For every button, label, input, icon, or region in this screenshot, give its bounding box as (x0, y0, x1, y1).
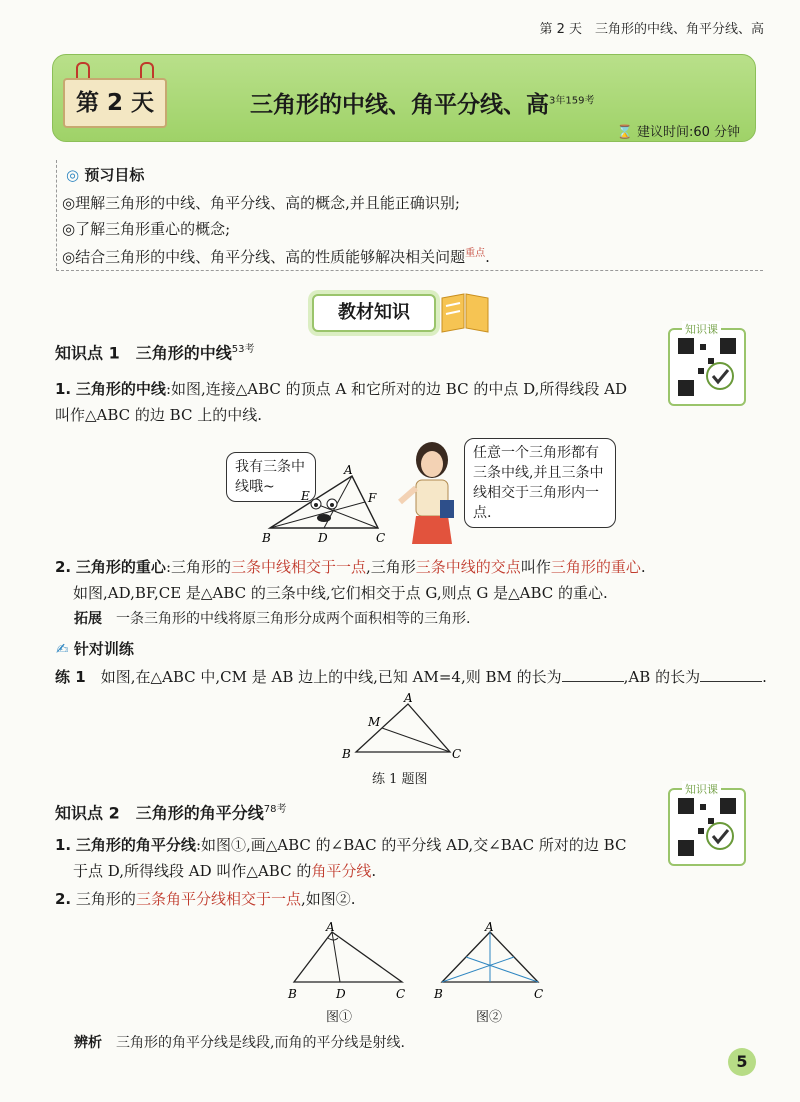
kp2-para-1: 1. 三角形的角平分线:如图①,画△ABC 的∠BAC 的平分线 AD,交∠BAC 所对的边 BC 于点 D,所得线段 AD 叫作△ABC 的角平分线. (55, 836, 627, 880)
figure-1-angle-bisector (284, 922, 414, 1000)
qr-code-kp1[interactable] (668, 328, 746, 406)
label-C: C (534, 987, 544, 1000)
binder-ring-icon (140, 62, 154, 78)
label-C: C (376, 531, 386, 545)
qr-icon (670, 790, 744, 864)
figure-1-caption: 图① (326, 1010, 353, 1025)
label-F: F (368, 491, 377, 505)
target-icon: ◎ (66, 166, 80, 184)
girl-illustration (396, 438, 466, 548)
speech-bubble-girl: 任意一个三角形都有三条中线,并且三条中线相交于三角形内一点. (464, 438, 616, 528)
qr-code-kp2[interactable] (668, 788, 746, 866)
kp1-para-2: 2. 三角形的重心:三角形的三条中线相交于一点,三角形三条中线的交点叫作三角形的重心. 如图,AD,BF,CE 是△ABC 的三条中线,它们相交于点 G,则点 G 是△ABC 的重心. (55, 558, 646, 602)
day-tag: 第 2 天 (63, 78, 167, 128)
suggested-time: ⌛ 建议时间:60 分钟 (616, 125, 740, 140)
label-C: C (452, 747, 462, 761)
extension-note: 拓展 一条三角形的中线将原三角形分成两个面积相等的三角形. (74, 611, 471, 627)
kp2-heading: 知识点 2 三角形的角平分线$^{78考}$ (55, 803, 287, 823)
page-number: 5 (728, 1048, 756, 1076)
goal-item: ◎了解三角形重心的概念; (62, 220, 231, 238)
qr-icon (670, 330, 744, 404)
goal-item: ◎结合三角形的中线、角平分线、高的性质能够解决相关问题$^{重点}$. (62, 248, 490, 266)
label-D: D (336, 987, 346, 1000)
median-triangle-figure (258, 460, 398, 550)
exam-count: 3年159考 (549, 95, 595, 107)
label-D: D (318, 531, 328, 545)
label-A: A (344, 463, 353, 477)
qr-label: 知识课 (682, 781, 721, 797)
kp1-heading: 知识点 1 三角形的中线$^{53考}$ (55, 343, 255, 363)
section-banner: 教材知识 (312, 294, 436, 332)
analysis-note: 辨析 三角形的角平分线是线段,而角的平分线是射线. (74, 1035, 405, 1051)
label-A: A (404, 692, 413, 705)
kp2-exam-count: 78考 (263, 804, 287, 815)
exercise-1-figure (338, 692, 468, 764)
exercise-1: 练 1 如图,在△ABC 中,CM 是 AB 边上的中线,已知 AM=4,则 BM 的长为 ,AB 的长为 . (55, 668, 767, 686)
drill-title: ✍ 针对训练 (56, 640, 134, 658)
label-C: C (396, 987, 406, 1000)
key-point-mark: 重点 (465, 248, 486, 259)
kp1-exam-count: 53考 (231, 344, 255, 355)
pencil-icon: ✍ (56, 640, 69, 658)
label-M: M (368, 715, 381, 729)
answer-blank-ab[interactable] (700, 681, 762, 682)
goals-title: ◎ 预习目标 (66, 166, 145, 184)
kp2-para-2: 2. 三角形的三条角平分线相交于一点,如图②. (55, 890, 356, 908)
kp1-para-1: 1. 三角形的中线:如图,连接△ABC 的顶点 A 和它所对的边 BC 的中点 D,所得线段 AD 叫作△ABC 的边 BC 上的中线. (55, 380, 628, 424)
label-B: B (288, 987, 297, 1000)
book-icon (438, 290, 492, 334)
figure-2-three-bisectors (430, 922, 550, 1000)
exercise-1-caption: 练 1 题图 (372, 772, 428, 787)
speech-bubble-triangle: 我有三条中线哦~ (226, 452, 316, 502)
goal-item: ◎理解三角形的中线、角平分线、高的概念,并且能正确识别; (62, 194, 460, 212)
qr-label: 知识课 (682, 321, 721, 337)
label-E: E (301, 489, 310, 503)
label-B: B (342, 747, 351, 761)
label-B: B (262, 531, 271, 545)
answer-blank-bm[interactable] (562, 681, 624, 682)
page-title: 三角形的中线、角平分线、高$^{3年159考}$ (250, 92, 595, 118)
binder-ring-icon (76, 62, 90, 78)
running-head: 第 2 天 三角形的中线、角平分线、高 (539, 22, 764, 37)
label-A: A (326, 922, 335, 934)
label-B: B (434, 987, 443, 1000)
clock-icon: ⌛ (616, 125, 633, 140)
label-A: A (485, 922, 494, 934)
figure-2-caption: 图② (476, 1010, 503, 1025)
